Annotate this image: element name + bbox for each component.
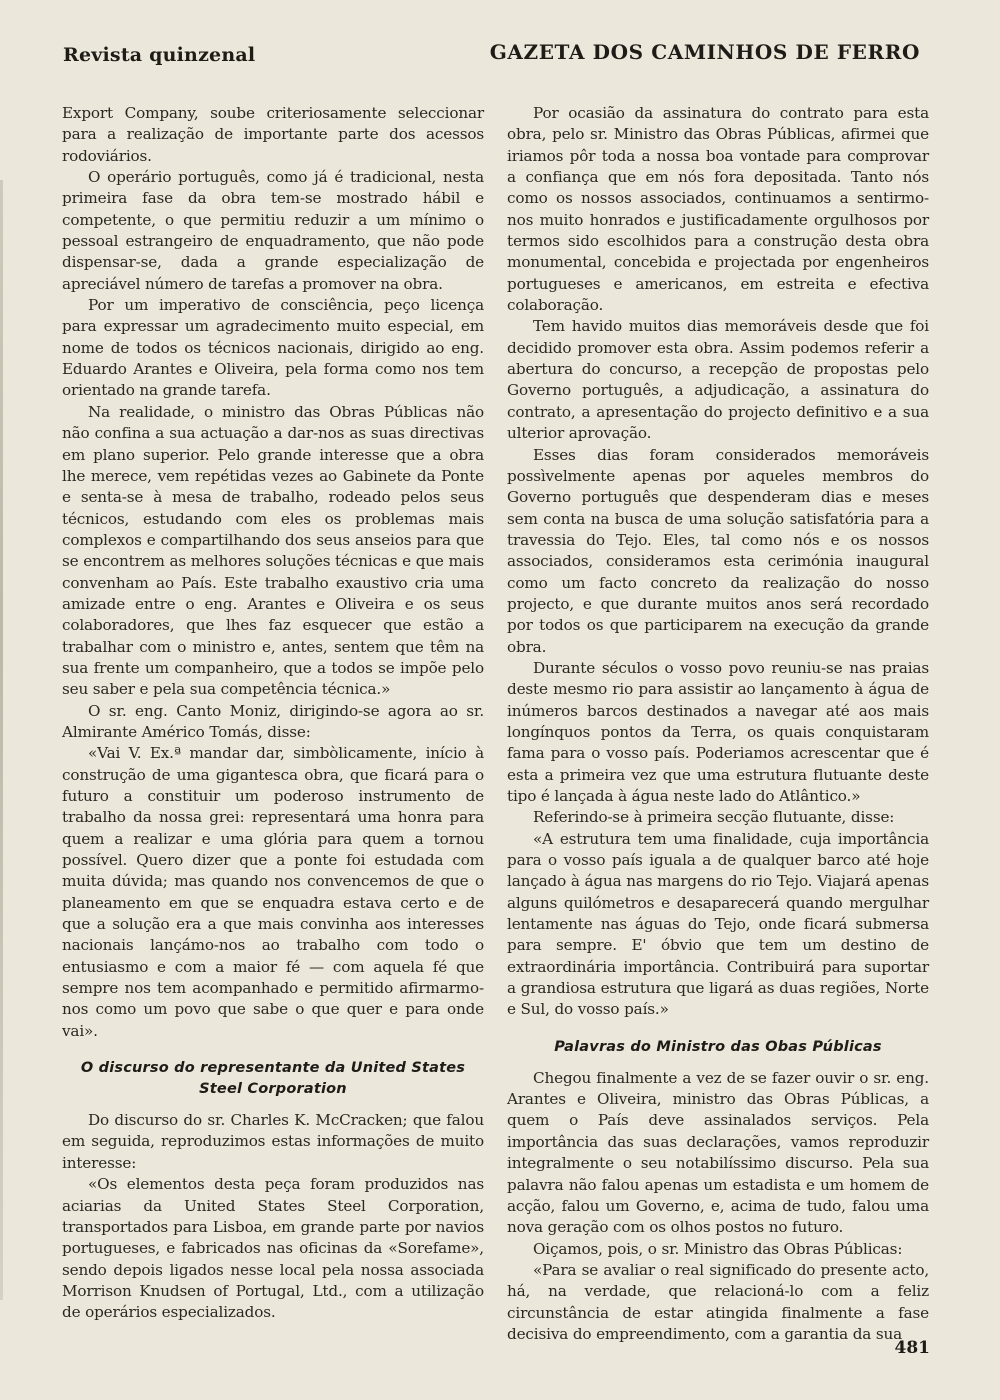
page-edge-shadow bbox=[0, 180, 3, 1300]
section-heading: O discurso do representante da United States Steel Corporation bbox=[80, 1060, 466, 1098]
paragraph: «Vai V. Ex.ª mandar dar, simbòlicamente, início à construção de uma gigantesca obra, que ficará para o futuro a constituir um poderoso instrumento de trabalho da nossa grei: representará uma honra para quem a realizar e uma glória para quem a tornou possível. Quero dizer que a ponte foi estudada com muita dúvida; mas quando nos convencemos de que o planeamento em que se enquadra estava certo e de que a solução era a que mais convinha aos interesses nacionais lançámo-nos ao trabalho com todo o entusiasmo e com a maior fé — com aquela fé que sempre nos tem acompanhado e permitido afirmarmo-nos como um povo que sabe o que quer e para onde vai». bbox=[62, 744, 484, 1040]
left-column bbox=[62, 103, 484, 1324]
paragraph: Do discurso do sr. Charles K. McCracken; que falou em seguida, reproduzimos estas informações de muito interesse: bbox=[62, 1111, 484, 1172]
running-header-left: Revista quinzenal bbox=[63, 44, 256, 66]
paragraph: Oiçamos, pois, o sr. Ministro das Obras Públicas: bbox=[533, 1239, 903, 1258]
paragraph: Por um imperativo de consciência, peço licença para expressar um agradecimento muito especial, em nome de todos os técnicos nacionais, dirigido ao eng. Eduardo Arantes e Oliveira, pela forma como nos tem orientado na grande tarefa. bbox=[62, 296, 484, 400]
paragraph: Chegou finalmente a vez de se fazer ouvir o sr. eng. Arantes e Oliveira, ministro das Obras Públicas, a quem o País deve assinalados serviços. Pela importância das suas declarações, vamos reproduzir integralmente o seu notabilíssimo discurso. Pela sua palavra não falou apenas um estadista e um homem de acção, falou um Governo, e, acima de tudo, falou uma nova geração com os olhos postos no futuro. bbox=[507, 1068, 929, 1237]
section-heading: Palavras do Ministro das Obas Públicas bbox=[554, 1038, 882, 1055]
running-header-right: GAZETA DOS CAMINHOS DE FERRO bbox=[489, 40, 920, 64]
right-column bbox=[507, 103, 929, 1345]
paragraph: «Os elementos desta peça foram produzidos nas aciarias da United States Steel Corporation, transportados para Lisboa, em grande parte por navios portugueses, e fabricados nas oficinas da «Sorefame», sendo depois ligados nesse local pela nossa associada Morrison Knudsen of Portugal, Ltd., com a utilização de operários especializados. bbox=[62, 1175, 484, 1322]
paragraph: Na realidade, o ministro das Obras Públicas não não confina a sua actuação a dar-nos as suas directivas em plano superior. Pelo grande interesse que a obra lhe merece, vem repétidas vezes ao Gabinete da Ponte e senta-se à mesa de trabalho, rodeado pelos seus técnicos, estudando com eles os problemas mais complexos e compartilhando dos seus anseios para que se encontrem as melhores soluções técnicas e que mais convenham ao País. Este trabalho exaustivo cria uma amizade entre o eng. Arantes e Oliveira e os seus colaboradores, que lhes faz esquecer que estão a trabalhar com o ministro e, antes, sentem que têm na sua frente um companheiro, que a todos se impõe pelo seu saber e pela sua competência técnica.» bbox=[62, 402, 484, 699]
paragraph: «A estrutura tem uma finalidade, cuja importância para o vosso país iguala a de qualquer barco até hoje lançado à água nas margens do rio Tejo. Viajará apenas alguns quilómetros e desaparecerá quando mergulhar lentamente nas águas do Tejo, onde ficará submersa para sempre. E' óbvio que tem um destino de extraordinária importância. Contribuirá para suportar a grandiosa estrutura que ligará as duas regiões, Norte e Sul, do vosso país.» bbox=[507, 829, 929, 1019]
paragraph: «Para se avaliar o real significado do presente acto, há, na verdade, que relacioná-lo com a feliz circunstância de estar atingida finalmente a fase decisiva do empreendimento, com a garantia da sua bbox=[507, 1260, 929, 1343]
paragraph: Referindo-se à primeira secção flutuante, disse: bbox=[533, 808, 895, 827]
paragraph: O operário português, como já é tradicional, nesta primeira fase da obra tem-se mostrado hábil e competente, o que permitiu reduzir a um mínimo o pessoal estrangeiro de enquadramento, que não pode dispensar-se, dada a grande especialização de apreciável número de tarefas a promover na obra. bbox=[62, 168, 484, 293]
paragraph: Tem havido muitos dias memoráveis desde que foi decidido promover esta obra. Assim podemos referir a abertura do concurso, a recepção de propostas pelo Governo português, a adjudicação, a assinatura do contrato, a apresentação do projecto definitivo e a sua ulterior aprovação. bbox=[507, 317, 929, 443]
paragraph: Durante séculos o vosso povo reuniu-se nas praias deste mesmo rio para assistir ao lançamento à água de inúmeros barcos destinados a navegar até aos mais longínquos pontos da Terra, os quais conquistaram fama para o vosso país. Poderiamos acrescentar que é esta a primeira vez que uma estrutura flutuante deste tipo é lançada à água neste lado do Atlântico.» bbox=[507, 658, 929, 805]
paragraph: O sr. eng. Canto Moniz, dirigindo-se agora ao sr. Almirante Américo Tomás, disse: bbox=[62, 701, 484, 741]
paragraph: Export Company, soube criteriosamente seleccionar para a realização de importante parte dos acessos rodoviários. bbox=[62, 104, 484, 165]
paragraph: Esses dias foram considerados memoráveis possìvelmente apenas por aqueles membros do Governo português que despenderam dias e meses sem conta na busca de uma solução satisfatória para a travessia do Tejo. Eles, tal como nós e os nossos associados, consideramos esta cerimónia inaugural como um facto concreto da realização do nosso projecto, e que durante muitos anos será recordado por todos os que participarem na execução da grande obra. bbox=[507, 445, 929, 656]
page-number: 481 bbox=[894, 1338, 930, 1358]
paragraph: Por ocasião da assinatura do contrato para esta obra, pelo sr. Ministro das Obras Públicas, afirmei que iriamos pôr toda a nossa boa vontade para comprovar a confiança que em nós fora depositada. Tanto nós como os nossos associados, continuamos a sentirmo-nos muito honrados e justificadamente orgulhosos por termos sido escolhidos para a construção desta obra monumental, concebida e projectada por engenheiros portugueses e americanos, em estreita e efectiva colaboração. bbox=[507, 104, 929, 315]
